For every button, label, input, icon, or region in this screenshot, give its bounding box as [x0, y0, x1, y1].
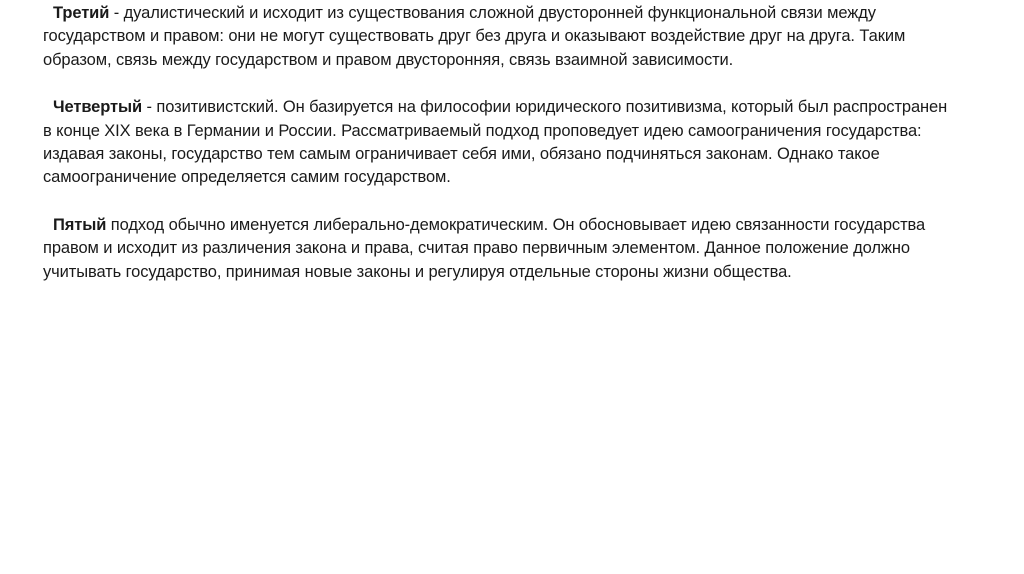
paragraph-line: государством и правом: они не могут существовать друг без друга и оказывают воздействие друг на друга. Таким: [43, 27, 906, 46]
paragraph-lead-term: Четвертый: [53, 98, 143, 117]
paragraph-line: [43, 214, 1018, 237]
paragraph-line: [43, 96, 1018, 119]
paragraph-lead-term: Третий: [53, 4, 110, 22]
paragraph-line: [43, 2, 1018, 25]
paragraph-line: образом, связь между государством и правом двусторонняя, связь взаимной зависимости.: [43, 50, 734, 69]
paragraph-line: в конце XIX века в Германии и России. Рассматриваемый подход проповедует идею самоограничения государства:: [43, 121, 922, 140]
paragraph-third-approach: [43, 2, 1018, 72]
paragraph-fifth-approach: [43, 214, 1018, 284]
paragraph-line: правом и исходит из различения закона и права, считая право первичным элементом. Данное положение должно: [43, 239, 910, 258]
paragraph-text: - позитивистский. Он базируется на философии юридического позитивизма, который был распространен: [142, 98, 948, 117]
paragraph-line: учитывать государство, принимая новые законы и регулируя отдельные стороны жизни общества.: [43, 262, 792, 281]
paragraph-text: - дуалистический и исходит из существования сложной двусторонней функциональной связи между: [109, 4, 876, 22]
paragraph-line: издавая законы, государство тем самым ограничивает себя ими, обязано подчиняться законам. Однако такое: [43, 145, 880, 164]
paragraph-text: подход обычно именуется либерально-демократическим. Он обосновывает идею связанности государства: [106, 215, 926, 234]
paragraph-line: самоограничение определяется самим государством.: [43, 168, 451, 187]
paragraph-fourth-approach: [43, 96, 1018, 190]
text-block: [43, 2, 1018, 308]
paragraph-lead-term: Пятый: [53, 215, 107, 234]
